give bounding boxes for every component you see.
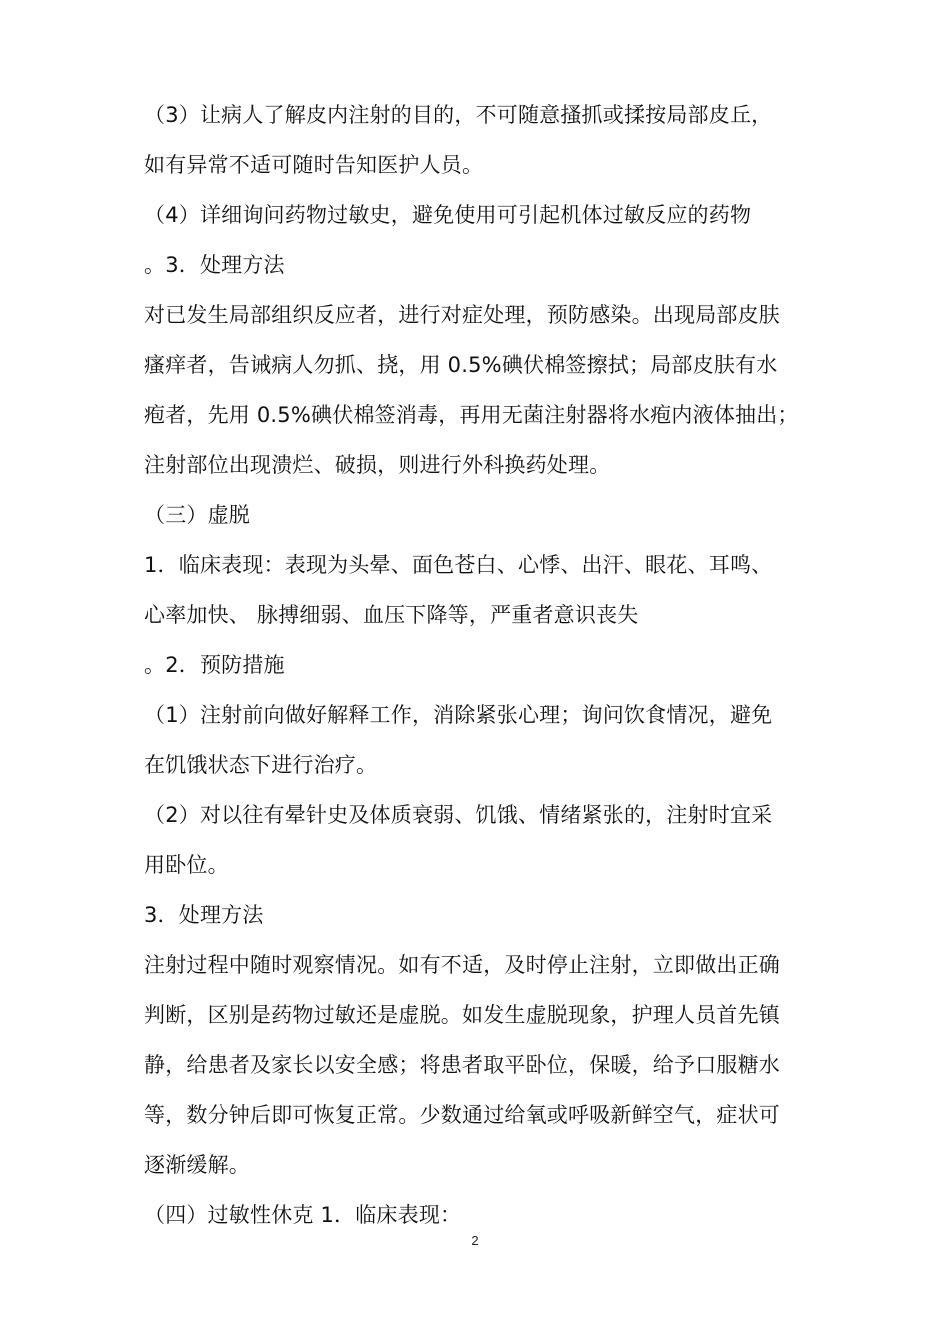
text-line: 注射部位出现溃烂、破损，则进行外科换药处理。 xyxy=(144,453,611,477)
text-line: 判断，区别是药物过敏还是虚脱。如发生虚脱现象，护理人员首先镇 xyxy=(144,1003,780,1027)
text-line: 等，数分钟后即可恢复正常。少数通过给氧或呼吸新鲜空气，症状可 xyxy=(144,1103,780,1127)
text-line: 。2．预防措施 xyxy=(144,653,285,677)
text-line: （4）详细询问药物过敏史，避免使用可引起机体过敏反应的药物 xyxy=(144,203,752,227)
text-line: 瘙痒者，告诫病人勿抓、挠，用 0.5%碘伏棉签擦拭；局部皮肤有水 xyxy=(144,353,778,377)
text-line: 1．临床表现：表现为头晕、面色苍白、心悸、出汗、眼花、耳鸣、 xyxy=(144,553,773,577)
text-line: （1）注射前向做好解释工作，消除紧张心理；询问饮食情况，避免 xyxy=(144,703,773,727)
text-line: 注射过程中随时观察情况。如有不适，及时停止注射，立即做出正确 xyxy=(144,953,780,977)
section-heading: （四）过敏性休克 1．临床表现： xyxy=(144,1203,462,1227)
page-number: 2 xyxy=(471,1233,479,1248)
text-line: 逐渐缓解。 xyxy=(144,1153,250,1177)
text-line: （2）对以往有晕针史及体质衰弱、饥饿、情绪紧张的，注射时宜采 xyxy=(144,803,773,827)
text-line: 如有异常不适可随时告知医护人员。 xyxy=(144,153,484,177)
text-line: 心率加快、 脉搏细弱、血压下降等，严重者意识丧失 xyxy=(144,603,639,627)
text-line: （3）让病人了解皮内注射的目的，不可随意搔抓或揉按局部皮丘， xyxy=(144,103,773,127)
section-heading: （三）虚脱 xyxy=(144,503,250,527)
text-line: 静，给患者及家长以安全感；将患者取平卧位，保暖，给予口服糖水 xyxy=(144,1053,780,1077)
document-body xyxy=(144,90,808,1240)
text-line: 疱者，先用 0.5%碘伏棉签消毒，再用无菌注射器将水疱内液体抽出； xyxy=(144,403,799,427)
text-line: 。3．处理方法 xyxy=(144,253,285,277)
text-line: 3．处理方法 xyxy=(144,903,264,927)
text-line: 用卧位。 xyxy=(144,853,229,877)
text-line: 对已发生局部组织反应者，进行对症处理，预防感染。出现局部皮肤 xyxy=(144,303,780,327)
text-line: 在饥饿状态下进行治疗。 xyxy=(144,753,378,777)
